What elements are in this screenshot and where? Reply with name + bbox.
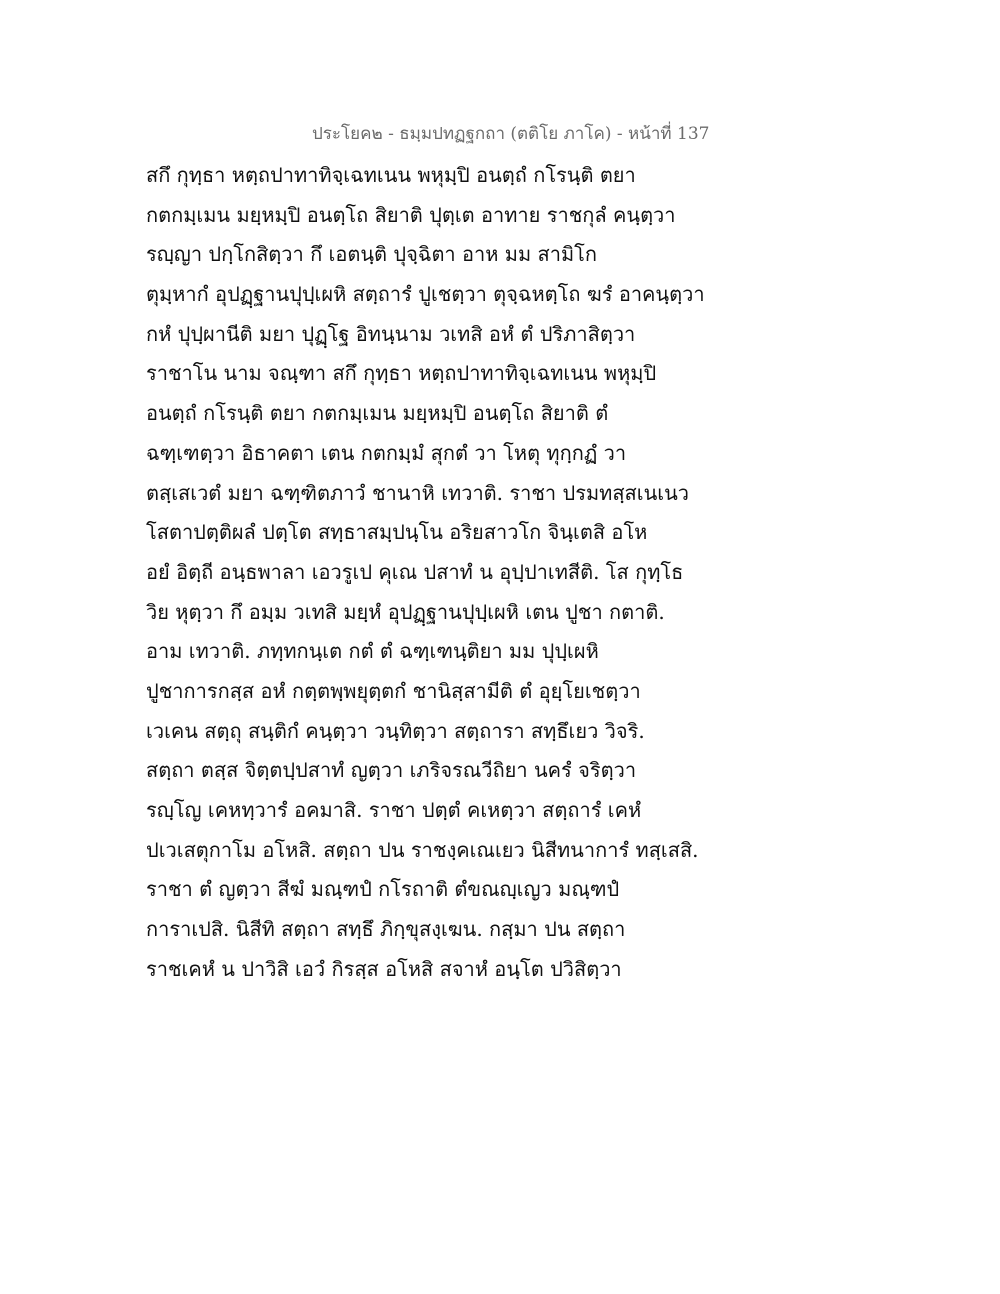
text-line: ปเวเสตุกาโม อโหสิ. สตฺถา ปน ราชงฺคเณเยว นิสีทนาการํ ทสฺเสสิ. bbox=[146, 837, 699, 862]
text-line: การาเปสิ. นิสีทิ สตฺถา สทฺธึ ภิกฺขุสงฺเฆน. กสฺมา ปน สตฺถา bbox=[146, 917, 626, 942]
text-line: ราชาโน นาม จณฺฑา สกึ กุทฺธา หตฺถปาทาทิจฺเฉทเนน พหุมฺปิ bbox=[146, 361, 657, 386]
running-header: ประโยค๒ - ธมฺมปทฏฐกถา (ตติโย ภาโค) - หน้าที่ 137 bbox=[312, 124, 710, 144]
text-line: อาม เทวาติ. ภทฺทกนฺเต กตํ ตํ ฉฑฺเฑนฺติยา มม ปุปฺเผหิ bbox=[146, 639, 599, 664]
text-line: ปูชาการกสฺส อหํ กตฺตพฺพยุตฺตกํ ชานิสฺสามีติ ตํ อุยฺโยเชตฺวา bbox=[146, 678, 641, 703]
text-line: โสตาปตฺติผลํ ปตฺโต สทฺธาสมฺปนฺโน อริยสาวโก จินฺเตสิ อโห bbox=[146, 520, 648, 545]
text-line: ฉฑฺเฑตฺวา อิธาคตา เตน กตกมฺมํ สุกตํ วา โหตุ ทุกฺกฏํ วา bbox=[146, 440, 627, 465]
text-line: สกึ กุทฺธา หตฺถปาทาทิจฺเฉทเนน พหุมฺปิ อนตฺถํ กโรนฺติ ตยา bbox=[146, 163, 636, 187]
text-line: อยํ อิตฺถี อนฺธพาลา เอวรูเป คุเณ ปสาทํ น อุปฺปาเทสีติ. โส กุทฺโธ bbox=[146, 559, 684, 584]
text-line: เวเคน สตฺถุ สนฺติกํ คนฺตฺวา วนฺทิตฺวา สตฺถารา สทฺธึเยว วิจริ. bbox=[146, 718, 645, 743]
text-line: ราชเคหํ น ปาวิสิ เอวํ กิรสฺส อโหสิ สจาหํ อนฺโต ปวิสิตฺวา bbox=[146, 956, 622, 981]
text-line: รญฺญา ปกฺโกสิตฺวา กึ เอตนฺติ ปุจฺฉิตา อาห มม สามิโก bbox=[146, 242, 597, 267]
text-line: กตกมฺเมน มยฺหมฺปิ อนตฺโถ สิยาติ ปุตฺเต อาทาย ราชกุลํ คนฺตฺวา bbox=[146, 202, 676, 227]
text-line: รญฺโญ เคหทฺวารํ อคมาสิ. ราชา ปตฺตํ คเหตฺวา สตฺถารํ เคหํ bbox=[146, 798, 642, 822]
text-line: วิย หุตฺวา กึ อมฺม วเทสิ มยฺหํ อุปฏฺฐานปุปฺเผหิ เตน ปูชา กตาติ. bbox=[146, 599, 665, 624]
text-line: ตุมฺหากํ อุปฏฺฐานปุปฺเผหิ สตฺถารํ ปูเชตฺวา ตุจฺฉหตฺโถ ฆรํ อาคนฺตฺวา bbox=[146, 282, 705, 307]
text-line: ตสฺเสเวตํ มยา ฉฑฺฑิตภาวํ ชานาหิ เทวาติ. ราชา ปรมทสฺสเนเนว bbox=[146, 480, 689, 505]
body-text bbox=[146, 156, 706, 989]
text-line: สตฺถา ตสฺส จิตฺตปฺปสาทํ ญตฺวา เภริจรณวีถิยา นครํ จริตฺวา bbox=[146, 758, 637, 783]
text-line: อนตฺถํ กโรนฺติ ตยา กตกมฺเมน มยฺหมฺปิ อนตฺโถ สิยาติ ตํ bbox=[146, 401, 609, 426]
text-line: กหํ ปุปฺผานีติ มยา ปุฏฺโฐ อิทนฺนาม วเทสิ อหํ ตํ ปริภาสิตฺวา bbox=[146, 321, 636, 346]
text-line: ราชา ตํ ญตฺวา สีฆํ มณฺฑปํ กโรถาติ ตํขณญฺเญว มณฺฑปํ bbox=[146, 877, 620, 902]
